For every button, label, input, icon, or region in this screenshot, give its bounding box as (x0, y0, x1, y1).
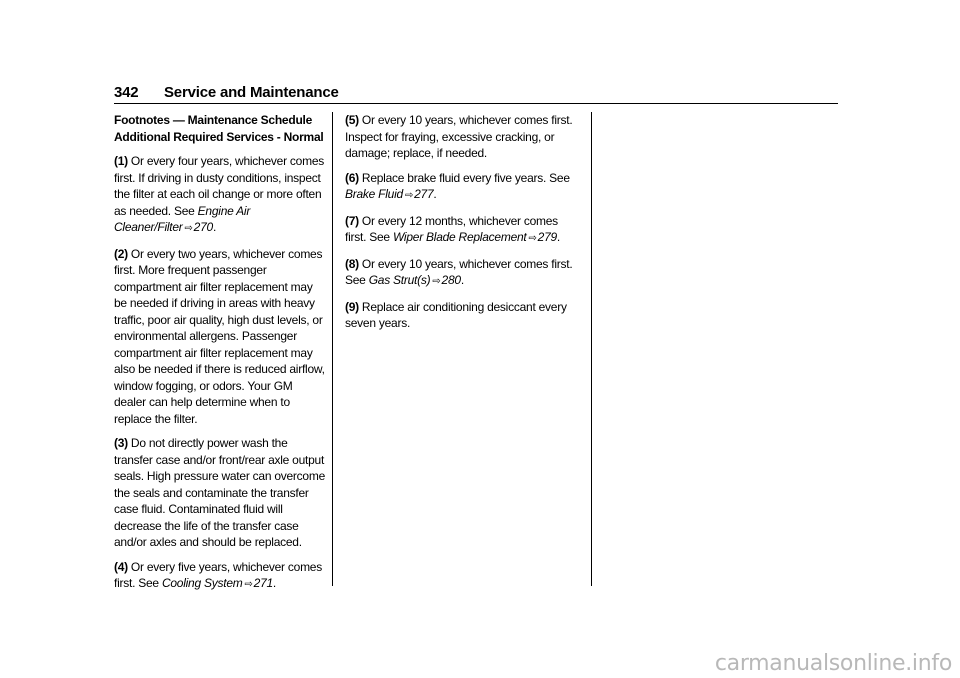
footnote-period: . (556, 230, 561, 244)
heading-line-2: Additional Required Services - Normal (114, 129, 324, 144)
column-divider (591, 112, 592, 586)
page-arrow-icon: ⇨ (244, 579, 253, 590)
reference-page[interactable]: 279 (537, 230, 557, 244)
footnote-9 (345, 299, 581, 332)
footnote-1 (114, 153, 326, 238)
footnote-7 (345, 213, 581, 248)
page-arrow-icon: ⇨ (184, 223, 193, 234)
page-arrow-icon: ⇨ (404, 190, 414, 201)
footnote-5 (345, 112, 581, 162)
cross-reference-link[interactable]: Brake Fluid (345, 187, 403, 201)
column-divider (332, 112, 333, 586)
column-left (114, 112, 326, 602)
footnote-number: (9) (345, 299, 359, 314)
footnote-number: (2) (114, 246, 128, 261)
footnote-period: . (433, 187, 437, 201)
cross-reference-link[interactable]: Cooling System (161, 576, 243, 590)
footnote-4 (114, 559, 326, 594)
page-arrow-icon: ⇨ (528, 233, 537, 244)
footnote-text: Or every 12 months, whichever comes first. See (345, 213, 558, 244)
footnote-text: Replace air conditioning desiccant every seven years. (345, 299, 567, 330)
footnote-text: Or every five years, whichever comes first. See (114, 559, 322, 590)
header-rule (114, 103, 838, 104)
footnote-text: Do not directly power wash the transfer case and/or front/rear axle output seals. High pressure water can overcome the seals and contaminate the transfer case fluid. Contaminated fluid will decrease the life of the transfer case and/or axles and should be replaced. (114, 436, 326, 549)
reference-page[interactable]: 280 (441, 273, 461, 287)
footnote-8 (345, 256, 581, 291)
footnote-text: Or every four years, whichever comes first. If driving in dusty conditions, inspect the filter at each oil change or more often as needed. See (114, 154, 324, 218)
cross-reference-link[interactable]: Wiper Blade Replacement (392, 230, 527, 244)
watermark: carmanualsonline.info (714, 651, 952, 676)
footnote-period: . (212, 220, 217, 234)
page-header (114, 84, 838, 104)
footnote-number: (5) (345, 113, 359, 127)
footnote-3 (114, 435, 326, 551)
page-arrow-icon: ⇨ (432, 276, 441, 287)
footnote-text: Replace brake fluid every five years. See (361, 170, 570, 185)
footnote-number: (4) (114, 559, 128, 574)
footnote-period: . (272, 576, 277, 590)
column-middle (345, 112, 581, 340)
footnote-number: (1) (114, 154, 128, 168)
footnote-number: (3) (114, 436, 128, 450)
footnote-number: (6) (345, 170, 359, 185)
footnote-number: (7) (345, 213, 359, 228)
heading-line-1: Footnotes — Maintenance Schedule (114, 113, 313, 127)
footnote-text: Or every two years, whichever comes first. More frequent passenger compartment air filter replacement may be needed if driving in areas with heavy traffic, poor air quality, high dust levels, or environmental allergens. Passenger compartment air filter replacement may also be needed if there is reduced airflow, window fogging, or odors. Your GM dealer can help determine when to replace the filter. (114, 246, 325, 426)
section-title: Service and Maintenance (164, 84, 339, 101)
footnote-2 (114, 246, 326, 428)
footnote-6 (345, 170, 581, 205)
reference-page[interactable]: 270 (193, 220, 213, 234)
reference-page[interactable]: 271 (253, 576, 273, 590)
cross-reference-link[interactable]: Engine Air Cleaner/Filter (114, 203, 251, 234)
reference-page[interactable]: 277 (414, 187, 434, 201)
page-number: 342 (114, 84, 139, 101)
footnote-period: . (460, 273, 464, 287)
footnote-number: (8) (345, 256, 359, 271)
footnotes-heading (114, 112, 326, 145)
cross-reference-link[interactable]: Gas Strut(s) (368, 273, 431, 287)
footnote-text: Or every 10 years, whichever comes first. See (345, 256, 573, 287)
footnote-text: Or every 10 years, whichever comes first. Inspect for fraying, excessive cracking, or damage; replace, if needed. (345, 113, 573, 160)
